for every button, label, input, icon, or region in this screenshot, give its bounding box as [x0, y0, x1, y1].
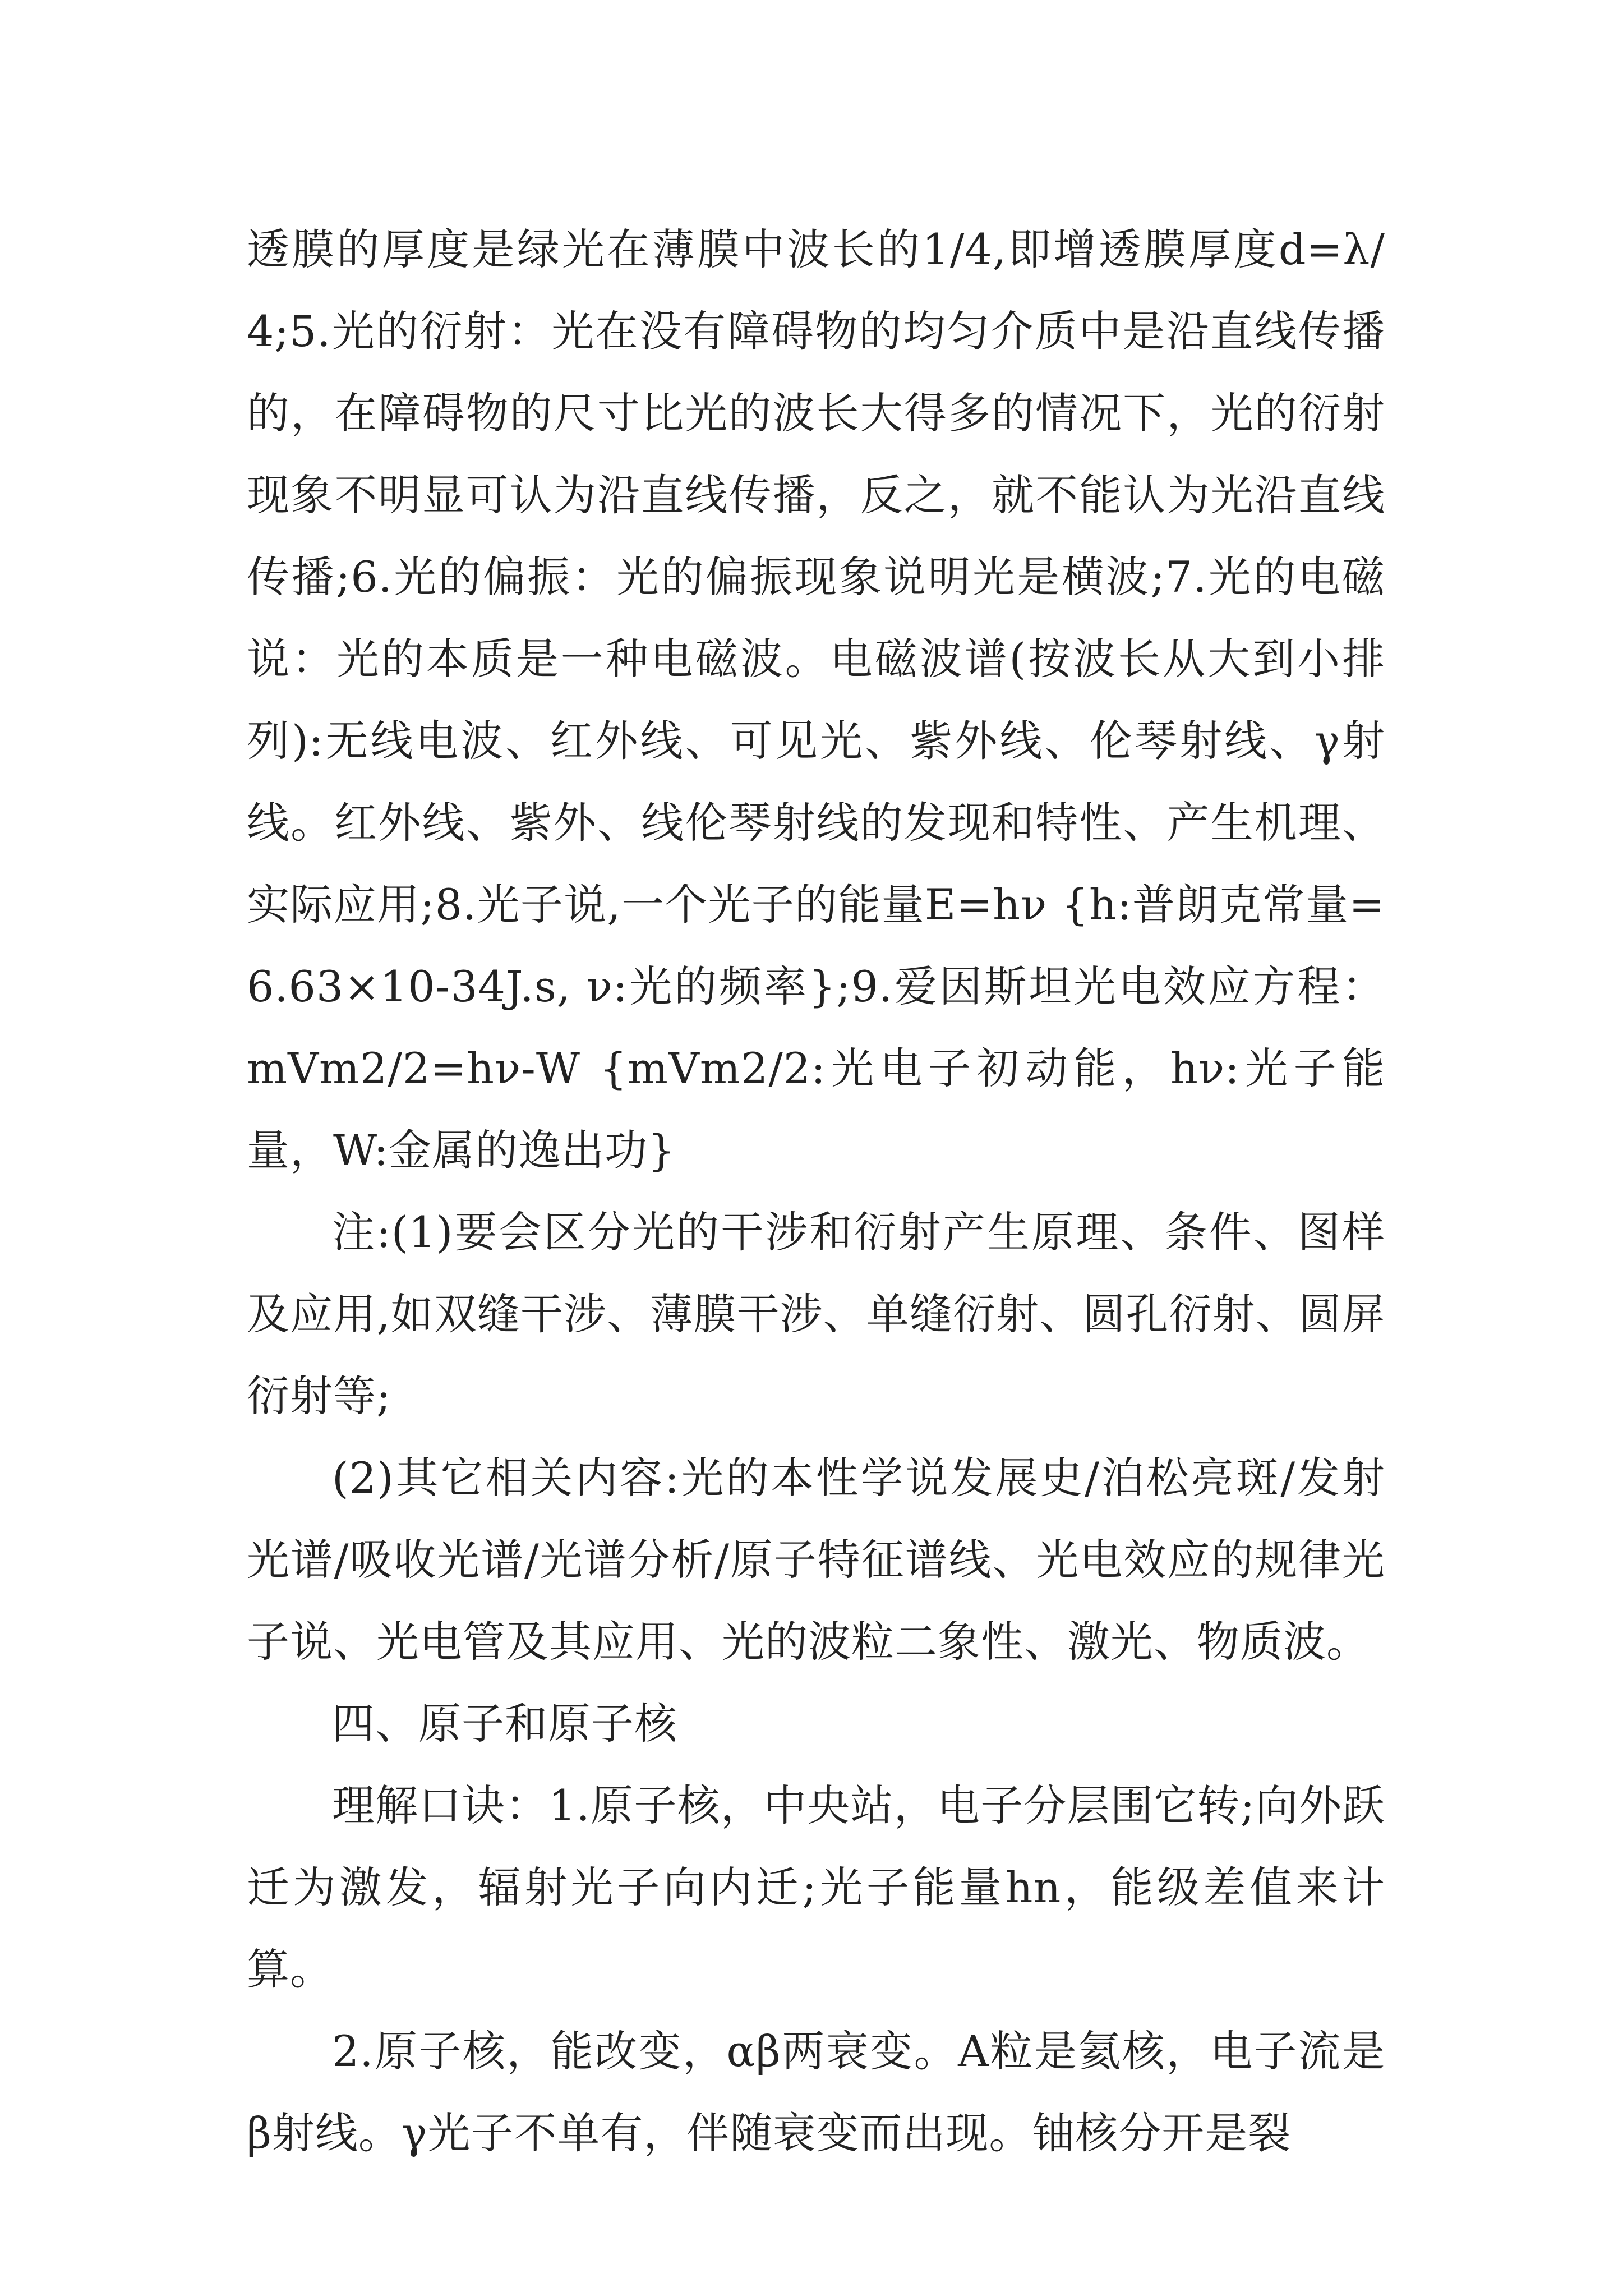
paragraph-note-2: (2)其它相关内容:光的本性学说发展史/泊松亮斑/发射光谱/吸收光谱/光谱分析/原子特征谱线、光电效应的规律光子说、光电管及其应用、光的波粒二象性、激光、物质波。 — [247, 1453, 1385, 1667]
paragraph-mnemonic-2: 2.原子核，能改变，αβ两衰变。Α粒是氦核，电子流是β射线。γ光子不单有，伴随衰变而出现。铀核分开是裂 — [247, 2026, 1385, 2158]
paragraph-note-1: 注:(1)要会区分光的干涉和衍射产生原理、条件、图样及应用,如双缝干涉、薄膜干涉、单缝衍射、圆孔衍射、圆屏衍射等; — [247, 1207, 1385, 1421]
paragraph-mnemonic-1: 理解口诀：1.原子核，中央站，电子分层围它转;向外跃迁为激发，辐射光子向内迁;光子能量hn，能级差值来计算。 — [247, 1780, 1385, 1994]
paragraph-optics-formulas: 透膜的厚度是绿光在薄膜中波长的1/4,即增透膜厚度d=λ/4;5.光的衍射：光在没有障碍物的均匀介质中是沿直线传播的，在障碍物的尺寸比光的波长大得多的情况下，光的衍射现象不明显可认为沿直线传播，反之，就不能认为光沿直线传播;6.光的偏振：光的偏振现象说明光是横波;7.光的电磁说：光的本质是一种电磁波。电磁波谱(按波长从大到小排列):无线电波、红外线、可见光、紫外线、伦琴射线、γ射线。红外线、紫外、线伦琴射线的发现和特性、产生机理、实际应用;8.光子说,一个光子的能量E=hν {h:普朗克常量=6.63×10-34J.s, ν:光的频率};9.爱因斯坦光电效应方程：mVm2/2=hν-W {mVm2/2:光电子初动能，hν:光子能量，W:金属的逸出功} — [247, 224, 1385, 1175]
section-heading-atom-nucleus: 四、原子和原子核 — [332, 1699, 677, 1749]
document-body — [247, 209, 1385, 2174]
